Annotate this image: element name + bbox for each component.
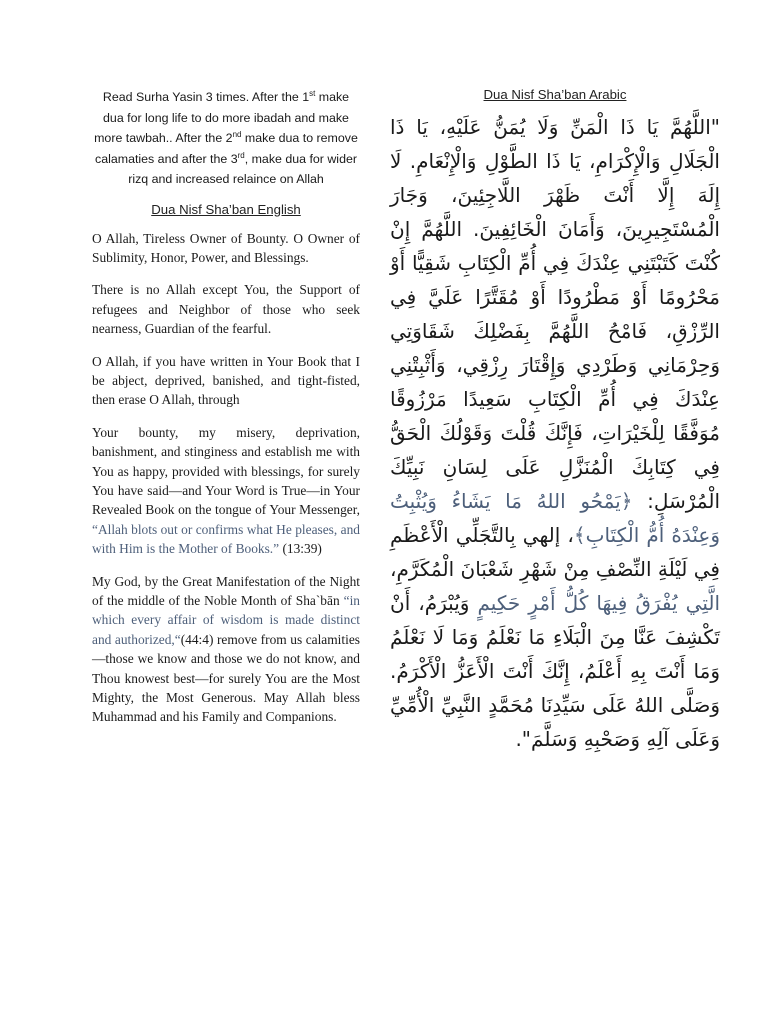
ordinal-superscript: st xyxy=(309,88,316,98)
english-heading: Dua Nisf Sha’ban English xyxy=(151,201,301,217)
english-paragraph-3: O Allah, if you have written in Your Book that I be abject, deprived, banished, and tight-fisted, then erase O Allah, through xyxy=(92,353,360,408)
ordinal-superscript: nd xyxy=(232,129,242,139)
arabic-quran-quote-1: ﴿يَمْحُو اللهُ مَا يَشَاءُ وَيُثْبِتُ وَعِنْدَهُ أُمُّ الْكِتَابِ﴾ xyxy=(390,489,720,547)
instructions-part-3: make dua to remove calamaties and after the 3 xyxy=(95,131,358,166)
english-paragraph-2: There is no Allah except You, the Support of refugees and Neighbor of those who seek nearness, Guardian of the fearful. xyxy=(92,282,360,337)
english-paragraph-4-text: Your bounty, my misery, deprivation, banishment, and stinginess and establish me with You as happy, provided with blessings, for surely You have said—and Your Word is True—in Your Revealed Book on the tongue of Your Messenger, xyxy=(92,424,360,518)
quran-quote-44-4: “in which every affair of wisdom is made distinct and authorized,“ xyxy=(92,593,360,647)
english-paragraph-5 xyxy=(92,572,360,727)
english-paragraph-5-text: My God, by the Great Manifestation of the Night of the middle of the Noble Month of Sha`bān xyxy=(92,573,360,608)
ordinal-superscript: rd xyxy=(237,150,245,160)
arabic-dua-text xyxy=(390,110,720,756)
arabic-heading: Dua Nisf Sha’ban Arabic xyxy=(483,87,627,102)
english-column xyxy=(92,87,360,740)
english-paragraph-1: O Allah, Tireless Owner of Bounty. O Owner of Sublimity, Honor, Power, and Blessings. xyxy=(92,230,360,265)
arabic-text-part-3: وَيُبْرَمُ، أَنْ تَكْشِفَ عَنَّا مِنَ الْبَلَاءِ مَا نَعْلَمُ وَمَا لَا نَعْلَمُ وَمَا أَنْتَ بِهِ أَعْلَمُ، إِنَّكَ أَنْتَ الْأَعَزُّ الْأَكْرَمُ. وَصَلَّى اللهُ عَلَى سَيِّدِنَا مُحَمَّدٍ النَّبِيِّ الْأُمِّيِّ وَعَلَى آلِهِ وَصَحْبِهِ وَسَلَّمَ". xyxy=(390,591,720,751)
verse-reference: (13:39) xyxy=(279,541,322,557)
english-paragraph-4 xyxy=(92,423,360,559)
arabic-text-part-1: "اللَّهُمَّ يَا ذَا الْمَنِّ وَلَا يُمَنُّ عَلَيْهِ، يَا ذَا الْجَلَالِ وَالْإِكْرَامِ، يَا ذَا الطَّوْلِ وَالْإِنْعَامِ. لَا إِلَهَ إِلَّا أَنْتَ ظَهْرَ اللَّاجِئِينَ، وَجَارَ الْمُسْتَجِيرِينَ، وَأَمَانَ الْخَائِفِينَ. اللَّهُمَّ إِنْ كُنْتَ كَتَبْتَنِي عِنْدَكَ فِي أُمِّ الْكِتَابِ شَقِيًّا أَوْ مَحْرُومًا أَوْ مَطْرُودًا أَوْ مُقَتَّرًا عَلَيَّ فِي الرِّزْقِ، فَامْحُ اللَّهُمَّ بِفَضْلِكَ شَقَاوَتِي وَحِرْمَانِي وَطَرْدِي وَإِقْتَارَ رِزْقِي، وَأَثْبِتْنِي عِنْدَكَ فِي أُمِّ الْكِتَابِ سَعِيدًا مَرْزُوقًا مُوَفَّقًا لِلْخَيْرَاتِ، فَإِنَّكَ قُلْتَ وَقَوْلُكَ الْحَقُّ فِي كِتَابِكَ الْمُنَزَّلِ عَلَى لِسَانِ نَبِيِّكَ الْمُرْسَلِ: xyxy=(390,115,721,513)
quran-quote-13-39: “Allah blots out or confirms what He pleases, and with Him is the Mother of Books.” xyxy=(92,521,360,557)
arabic-quran-quote-2: الَّتِي يُفْرَقُ فِيهَا كُلُّ أَمْرٍ حَكِيمٍ xyxy=(477,591,721,615)
instructions-text xyxy=(92,87,360,190)
instructions-part-4: , make dua for wider rizq and increased relaince on Allah xyxy=(128,151,357,186)
arabic-column xyxy=(390,87,720,756)
english-paragraph-5-rest: (44:4) remove from us calamities—those we know and those we do not know, and Thou knowest best—for surely You are the Most Mighty, the Most Generous. May Allah bless Muhammad and his Family and Companions. xyxy=(92,631,360,725)
instructions-part-1: Read Surha Yasin 3 times. After the 1 xyxy=(102,90,310,104)
instructions-part-2: make dua for long life to do more ibadah and make more tawbah.. After the 2 xyxy=(94,90,350,145)
arabic-text-part-2: ، إلهي بِالتَّجَلِّي الْأَعْظَمِ فِي لَيْلَةِ النِّصْفِ مِنْ شَهْرِ شَعْبَانَ الْمُكَرَّمِ، xyxy=(390,523,720,581)
